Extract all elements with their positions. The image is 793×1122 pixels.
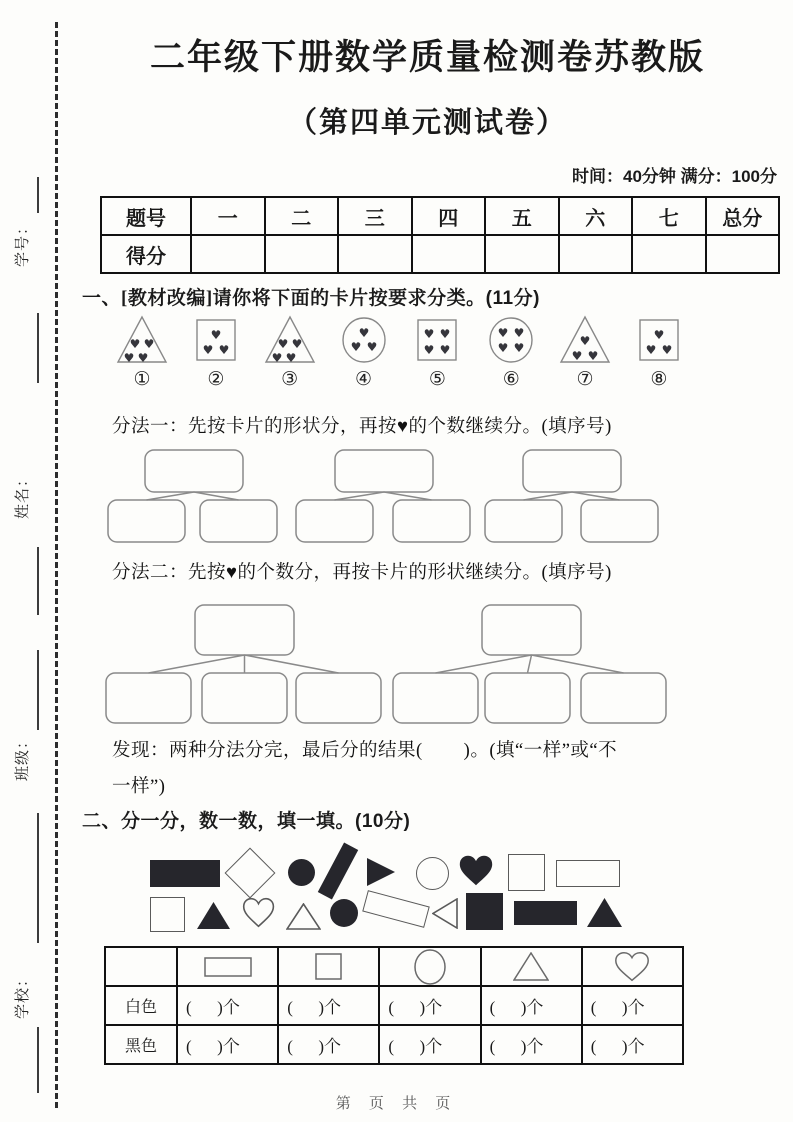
answer-box bbox=[202, 673, 287, 723]
tally-count-cell: ( )个 bbox=[177, 986, 278, 1025]
question-number-label: 题号 bbox=[101, 197, 191, 235]
tally-count-cell: ( )个 bbox=[379, 986, 480, 1025]
svg-text:♥: ♥ bbox=[271, 351, 283, 365]
answer-box bbox=[393, 500, 470, 542]
card-triangle-4hearts bbox=[261, 314, 319, 394]
tally-count-cell: ( )个 bbox=[379, 1025, 480, 1064]
score-table-empty-cell bbox=[485, 235, 559, 273]
white-heart-shape bbox=[242, 897, 275, 928]
svg-text:♥: ♥ bbox=[291, 337, 303, 351]
card-square-3hearts bbox=[187, 314, 245, 394]
svg-text:♥: ♥ bbox=[358, 326, 369, 340]
write-blank-line bbox=[37, 813, 39, 943]
card-triangle-3hearts bbox=[556, 314, 614, 394]
tally-corner-cell bbox=[105, 947, 177, 986]
score-table-col-header: 总分 bbox=[706, 197, 780, 235]
tally-count-cell: ( )个 bbox=[278, 986, 379, 1025]
card-circle-3hearts bbox=[335, 314, 393, 394]
answer-box bbox=[581, 673, 666, 723]
answer-box bbox=[393, 673, 478, 723]
question1-tag: [教材改编] bbox=[121, 288, 213, 309]
answer-box bbox=[485, 500, 562, 542]
answer-box bbox=[482, 605, 581, 655]
school-label: 学校： bbox=[15, 971, 31, 1020]
black-triangle-up-shape bbox=[196, 901, 231, 930]
class-label: 班级： bbox=[15, 733, 31, 782]
svg-text:♥: ♥ bbox=[366, 340, 377, 354]
score-table-col-header: 二 bbox=[265, 197, 339, 235]
score-table-empty-cell bbox=[559, 235, 633, 273]
white-rect-shape bbox=[556, 860, 620, 887]
card-number: ② bbox=[207, 369, 225, 390]
card-number: ⑥ bbox=[502, 369, 520, 390]
tally-header-row bbox=[105, 947, 683, 986]
write-blank-line bbox=[37, 547, 39, 615]
white-square-shape bbox=[150, 897, 185, 932]
answer-box bbox=[296, 673, 381, 723]
svg-text:♥: ♥ bbox=[645, 343, 657, 357]
answer-box bbox=[106, 673, 191, 723]
dashed-cut-line bbox=[55, 22, 58, 1108]
score-table-header-row bbox=[101, 197, 779, 235]
tally-row-white bbox=[105, 986, 683, 1025]
score-table-empty-cell bbox=[338, 235, 412, 273]
score-table-col-header: 六 bbox=[559, 197, 633, 235]
page-footer: 第 页 共 页 bbox=[335, 1095, 458, 1112]
question2-title: 分一分，数一数，填一填。(10分) bbox=[121, 811, 411, 832]
white-rect-shape bbox=[362, 890, 430, 928]
svg-text:♥: ♥ bbox=[123, 351, 135, 365]
score-table bbox=[100, 196, 780, 274]
card-number: ⑦ bbox=[576, 369, 594, 390]
svg-text:♥: ♥ bbox=[587, 349, 599, 363]
student-name-label: 姓名： bbox=[15, 471, 31, 520]
tally-table bbox=[104, 946, 684, 1065]
answer-box bbox=[335, 450, 433, 492]
card-number: ③ bbox=[281, 369, 299, 390]
question2-heading bbox=[82, 806, 410, 833]
student-id-label: 学号： bbox=[15, 219, 31, 268]
tally-count-cell: ( )个 bbox=[481, 986, 582, 1025]
white-triangle-left-shape bbox=[432, 898, 458, 929]
question1-heading bbox=[82, 283, 540, 310]
card-row bbox=[113, 314, 688, 394]
svg-text:♥: ♥ bbox=[439, 327, 451, 341]
black-square-shape bbox=[466, 893, 503, 930]
card-number: ① bbox=[133, 369, 151, 390]
score-table-empty-cell bbox=[191, 235, 265, 273]
card-number: ④ bbox=[355, 369, 373, 390]
black-heart-shape bbox=[458, 854, 494, 887]
svg-text:♥: ♥ bbox=[513, 341, 525, 355]
score-table-empty-cell bbox=[706, 235, 780, 273]
white-triangle-up-shape bbox=[286, 903, 321, 930]
card-triangle-4hearts bbox=[113, 314, 171, 394]
svg-text:♥: ♥ bbox=[285, 351, 297, 365]
black-rect-shape bbox=[318, 843, 358, 900]
score-table-empty-cell bbox=[412, 235, 486, 273]
page-subtitle: （第四单元测试卷） bbox=[287, 107, 567, 139]
svg-text:♥: ♥ bbox=[579, 334, 591, 348]
write-blank-line bbox=[37, 650, 39, 730]
svg-text:♥: ♥ bbox=[137, 351, 149, 365]
answer-box bbox=[523, 450, 621, 492]
svg-text:♥: ♥ bbox=[653, 328, 665, 342]
svg-text:♥: ♥ bbox=[497, 326, 509, 340]
svg-text:♥: ♥ bbox=[439, 343, 451, 357]
answer-box bbox=[581, 500, 658, 542]
tally-col-square-icon bbox=[278, 947, 379, 986]
card-circle-4hearts bbox=[482, 314, 540, 394]
svg-text:♥: ♥ bbox=[202, 343, 214, 357]
score-table-col-header: 三 bbox=[338, 197, 412, 235]
score-table-col-header: 五 bbox=[485, 197, 559, 235]
card-square-3hearts bbox=[630, 314, 688, 394]
answer-box bbox=[108, 500, 185, 542]
tally-col-rectangle-icon bbox=[177, 947, 278, 986]
tally-count-cell: ( )个 bbox=[177, 1025, 278, 1064]
black-rect-shape bbox=[150, 860, 220, 887]
method2-instruction: 分法二：先按♥的个数分，再按卡片的形状继续分。(填序号) bbox=[112, 563, 612, 583]
finding-line1: 发现：两种分法分完，最后分的结果( )。(填“一样”或“不 bbox=[112, 741, 618, 761]
method1-instruction: 分法一：先按卡片的形状分，再按♥的个数继续分。(填序号) bbox=[112, 417, 612, 437]
black-triangle-right-shape bbox=[366, 857, 396, 887]
write-blank-line bbox=[37, 1027, 39, 1093]
svg-text:♥: ♥ bbox=[210, 328, 222, 342]
white-square-shape bbox=[225, 848, 276, 899]
svg-text:♥: ♥ bbox=[513, 326, 525, 340]
svg-text:♥: ♥ bbox=[350, 340, 361, 354]
classification-tree-method1 bbox=[100, 446, 680, 546]
tally-row-label: 黑色 bbox=[105, 1025, 177, 1064]
svg-text:♥: ♥ bbox=[143, 337, 155, 351]
question1-title: 请你将下面的卡片按要求分类。(11分) bbox=[212, 288, 540, 309]
svg-text:♥: ♥ bbox=[423, 327, 435, 341]
black-rect-shape bbox=[514, 901, 577, 925]
white-circle-shape bbox=[416, 857, 449, 890]
answer-box bbox=[195, 605, 294, 655]
tally-row-label: 白色 bbox=[105, 986, 177, 1025]
card-square-4hearts bbox=[408, 314, 466, 394]
tally-count-cell: ( )个 bbox=[582, 1025, 683, 1064]
write-blank-line bbox=[37, 177, 39, 213]
tally-col-triangle-icon bbox=[481, 947, 582, 986]
svg-text:♥: ♥ bbox=[277, 337, 289, 351]
question1-number: 一、 bbox=[82, 288, 122, 309]
score-table-col-header: 一 bbox=[191, 197, 265, 235]
classification-tree-method2 bbox=[100, 600, 680, 730]
answer-box bbox=[145, 450, 243, 492]
score-table-col-header: 四 bbox=[412, 197, 486, 235]
white-square-shape bbox=[508, 854, 545, 891]
page-title: 二年级下册数学质量检测卷苏教版 bbox=[149, 38, 705, 77]
black-circle-shape bbox=[330, 899, 358, 927]
svg-text:♥: ♥ bbox=[218, 343, 230, 357]
answer-box bbox=[485, 673, 570, 723]
answer-box bbox=[296, 500, 373, 542]
score-table-empty-cell bbox=[265, 235, 339, 273]
score-table-col-header: 七 bbox=[632, 197, 706, 235]
svg-text:♥: ♥ bbox=[661, 343, 673, 357]
tally-col-heart-icon bbox=[582, 947, 683, 986]
score-table-empty-cell bbox=[632, 235, 706, 273]
time-score-info: 时间：40分钟 满分：100分 bbox=[572, 167, 777, 186]
question2-number: 二、 bbox=[82, 811, 122, 832]
tally-count-cell: ( )个 bbox=[582, 986, 683, 1025]
tally-count-cell: ( )个 bbox=[278, 1025, 379, 1064]
score-label: 得分 bbox=[101, 235, 191, 273]
finding-line2: 一样”) bbox=[112, 777, 166, 797]
score-table-score-row bbox=[101, 235, 779, 273]
tally-row-black bbox=[105, 1025, 683, 1064]
svg-text:♥: ♥ bbox=[129, 337, 141, 351]
answer-box bbox=[200, 500, 277, 542]
svg-text:♥: ♥ bbox=[497, 341, 509, 355]
card-number: ⑤ bbox=[428, 369, 446, 390]
card-number: ⑧ bbox=[650, 369, 668, 390]
tally-col-circle-icon bbox=[379, 947, 480, 986]
tally-count-cell: ( )个 bbox=[481, 1025, 582, 1064]
svg-text:♥: ♥ bbox=[571, 349, 583, 363]
black-triangle-up-shape bbox=[586, 897, 623, 928]
svg-text:♥: ♥ bbox=[423, 343, 435, 357]
black-circle-shape bbox=[288, 859, 315, 886]
write-blank-line bbox=[37, 313, 39, 383]
